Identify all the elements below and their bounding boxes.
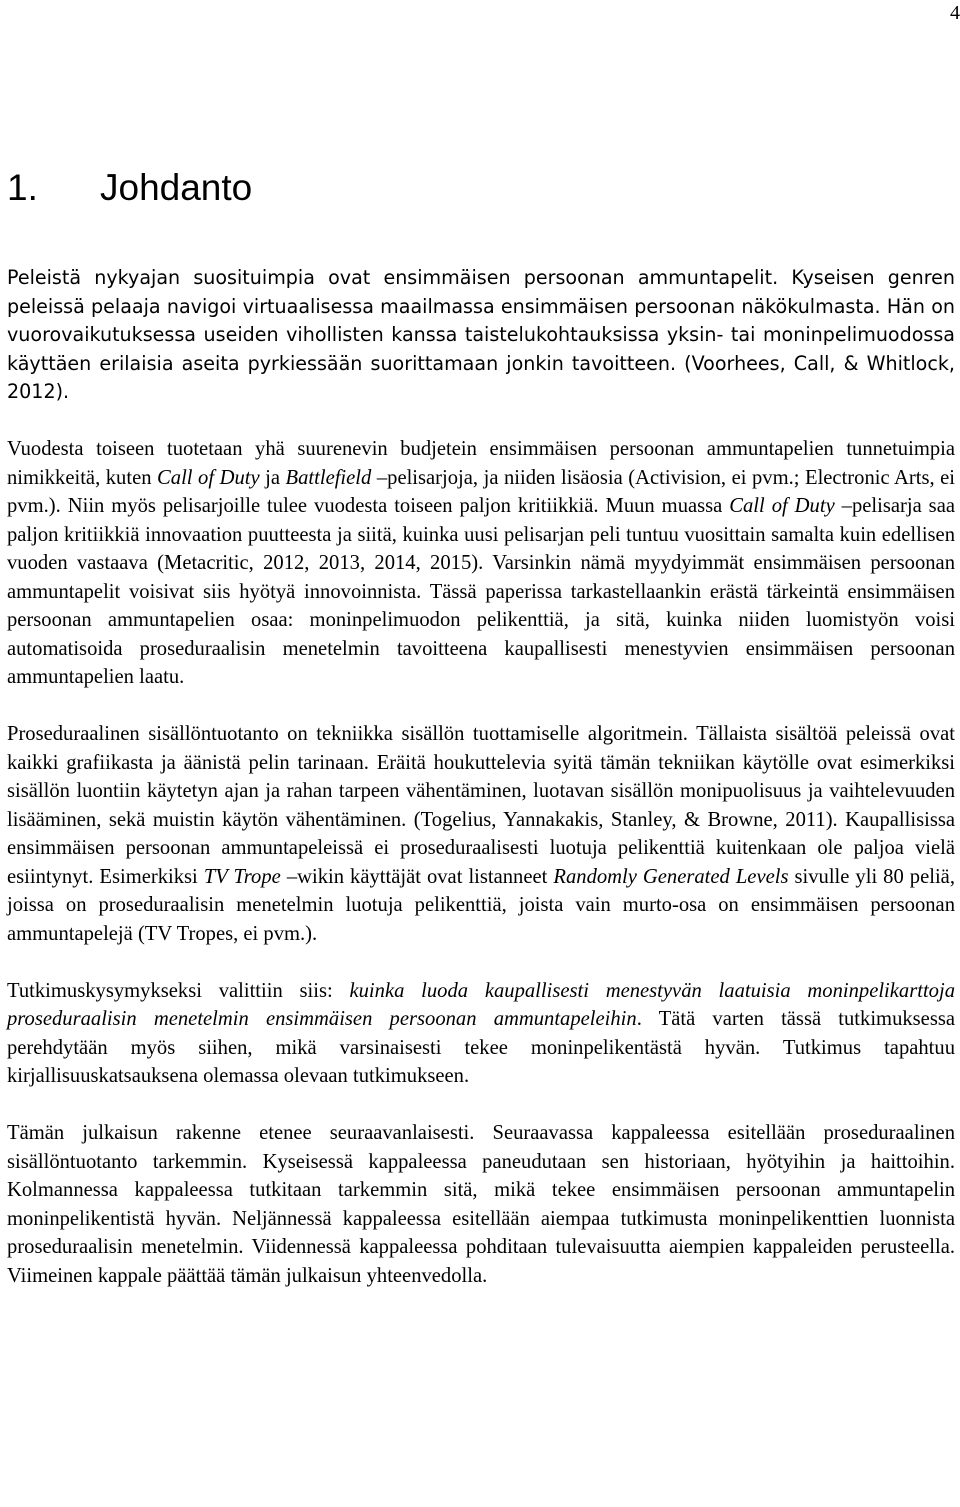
paragraph-text: Proseduraalinen sisällöntuotanto on tekniikka sisällön tuottamiselle algoritmein. Tällaista sisältöä peleissä ovat kaikki grafiikasta ja äänistä pelin tarinaan. Eräitä houkuttelevia syitä tämän tekniikan käytölle ovat esimerkiksi sisällön luontiin käytetyn ajan ja rahan tarpeen vähentäminen, luotavan sisällön monipuolisuus ja vaihtelevuuden lisääminen, sekä muistin käytön vähentäminen. (Togelius, Yannakakis, Stanley, & Browne, 2011). Kaupallisissa ensimmäisen persoonan ammuntapeleissä ei proseduraalisesti luotuja pelikenttiä kuitenkaan ole paljoa vielä esiintynyt. Esimerkiksi (7, 723, 955, 888)
paragraph-text: –pelisarjoja, ja niiden lisäosia (Activision, ei pvm.; Electronic Arts, ei pvm.). Niin myös pelisarjoille tulee vuodesta toiseen paljon kritiikkiä. Muun muassa (7, 466, 955, 517)
italic-text: Battlefield (285, 466, 372, 489)
italic-text: TV Trope (203, 865, 281, 888)
italic-text: Randomly Generated Levels (553, 865, 789, 888)
paragraph-text: Tämän julkaisun rakenne etenee seuraavanlaisesti. Seuraavassa kappaleessa esitellään proseduraalinen sisällöntuotanto tarkemmin. Kyseisessä kappaleessa paneudutaan sen historiaan, hyötyihin ja haittoihin. Kolmannessa kappaleessa tutkitaan tarkemmin sitä, mikä tekee ensimmäisen persoonan ammuntapelin moninpelikentistä hyvän. Neljännessä kappaleessa esitellään aiempaa tutkimusta moninpelikenttien luonnista proseduraalisin menetelmin. Viidennessä kappaleessa pohditaan tulevaisuutta aiempien kappaleiden perusteella. Viimeinen kappale päättää tämän julkaisun yhteenvedolla. (7, 1122, 955, 1287)
italic-text: kuinka luoda kaupallisesti menestyvän laatuisia moninpelikarttoja proseduraalisin menetelmin ensimmäisen persoonan ammuntapeleihin (7, 979, 955, 1030)
paragraph-structure (7, 1119, 955, 1290)
paragraph-procedural (7, 720, 955, 948)
page-number: 4 (950, 2, 960, 24)
section-title: Johdanto (100, 167, 253, 208)
paragraph-text: Tutkimuskysymykseksi valittiin siis: (7, 979, 350, 1002)
paragraph-text: ja (259, 466, 286, 489)
paragraph-text: Vuodesta toiseen tuotetaan yhä suurenevin budjetein ensimmäisen persoonan ammuntapelien tunnetuimpia nimikkeitä, kuten (7, 438, 955, 489)
paragraph-text: Peleistä nykyajan suosituimpia ovat ensimmäisen persoonan ammuntapelit. Kyseisen genren peleissä pelaaja navigoi virtuaalisessa maailmassa ensimmäisen persoonan näkökulmasta. Hän on vuorovaikutuksessa useiden vihollisten kanssa taistelukohtauksissa yksin- tai moninpelimuodossa käyttäen erilaisia aseita pyrkiessään suorittamaan jonkin tavoitteen. (Voorhees, Call, & Whitlock, 2012). (7, 266, 955, 403)
paragraph-text: –pelisarja saa paljon kritiikkiä innovaation puutteesta ja siitä, kuinka uusi pelisarjan peli tuntuu vuosittain samalta kuin edellisen vuoden vastaava (Metacritic, 2012, 2013, 2014, 2015). Varsinkin nämä myydyimmät ensimmäisen persoonan ammuntapelit voisivat siis hyötyä innovoinnista. Tässä paperissa tarkastellaankin erästä tärkeintä ensimmäisen persoonan ammuntapelien osaa: moninpelimuodon pelikenttiä, ja sitä, kuinka niiden luomistyön voisi automatisoida proseduraalisin menetelmin tavoitteena kaupallisesti menestyvien ensimmäisen persoonan ammuntapelien laatu. (7, 495, 955, 688)
section-number: 1. (7, 167, 38, 208)
paragraph-budgets (7, 435, 955, 692)
paragraph-research-question (7, 977, 955, 1091)
paragraph-text: . Tätä varten tässä tutkimuksessa perehdytään myös siihen, mikä varsinaisesti tekee moninpelikentästä hyvän. Tutkimus tapahtuu kirjallisuuskatsauksena olemassa olevaan tutkimukseen. (7, 1008, 955, 1087)
italic-text: Call of Duty (157, 466, 260, 489)
body-text (7, 264, 955, 1290)
italic-text: Call of Duty (729, 495, 835, 517)
paragraph-text: sivulle yli 80 peliä, joissa on proseduraalisin menetelmin luotuja pelikenttiä, joista vain murto-osa on ensimmäisen persoonan ammuntapelejä (TV Tropes, ei pvm.). (7, 865, 955, 945)
paragraph-text: –wikin käyttäjät ovat listanneet (280, 865, 554, 888)
section-heading (7, 166, 252, 210)
paragraph-intro (7, 264, 955, 407)
